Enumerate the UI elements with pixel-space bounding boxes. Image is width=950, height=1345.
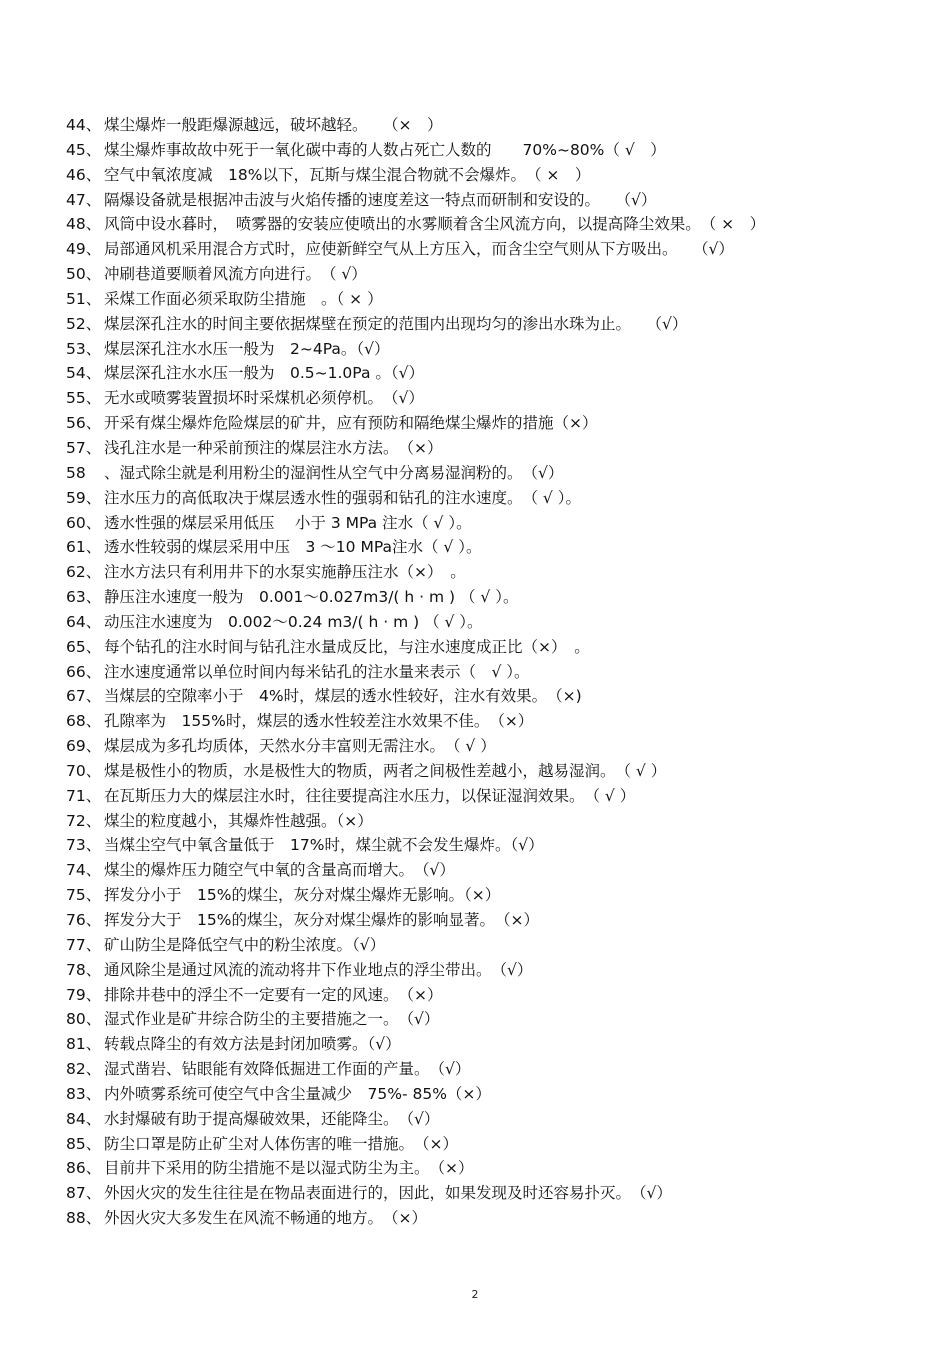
question-text: 煤层深孔注水的时间主要依据煤壁在预定的范围内出现均匀的渗出水珠为止。 （√） bbox=[104, 314, 688, 333]
question-text: 透水性较弱的煤层采用中压 3 ～10 MPa注水（ √ ）。 bbox=[104, 538, 482, 557]
question-number: 60、 bbox=[66, 513, 102, 532]
question-item bbox=[66, 486, 926, 511]
question-text: 湿式凿岩、钻眼能有效降低掘进工作面的产量。 （√） bbox=[104, 1060, 471, 1079]
question-item bbox=[66, 759, 926, 784]
question-item bbox=[66, 734, 926, 759]
question-text: 内外喷雾系统可使空气中含尘量减少 75%- 85%（×） bbox=[104, 1084, 491, 1103]
question-number: 83、 bbox=[66, 1084, 102, 1103]
question-text: 矿山防尘是降低空气中的粉尘浓度。（√） bbox=[104, 935, 386, 954]
question-number: 74、 bbox=[66, 861, 102, 880]
question-text: 转载点降尘的有效方法是封闭加喷雾。（√） bbox=[104, 1035, 401, 1054]
question-text: 注水速度通常以单位时间内每米钻孔的注水量来表示（ √ ）。 bbox=[104, 662, 530, 681]
question-item bbox=[66, 610, 926, 635]
question-item bbox=[66, 1057, 926, 1082]
question-text: 采煤工作面必须采取防尘措施 。（ × ） bbox=[104, 289, 383, 308]
question-number: 84、 bbox=[66, 1109, 102, 1128]
question-text: 当煤尘空气中氧含量低于 17%时，煤尘就不会发生爆炸。（√） bbox=[104, 836, 544, 855]
question-number: 70、 bbox=[66, 761, 102, 780]
question-item bbox=[66, 1132, 926, 1157]
question-number: 53、 bbox=[66, 339, 102, 358]
question-number: 45、 bbox=[66, 140, 102, 159]
question-number: 82、 bbox=[66, 1060, 102, 1079]
question-item bbox=[66, 436, 926, 461]
question-number: 46、 bbox=[66, 165, 102, 184]
question-item bbox=[66, 113, 926, 138]
question-text: 、湿式除尘就是利用粉尘的湿润性从空气中分离易湿润粉的。 （√） bbox=[104, 463, 564, 482]
question-item bbox=[66, 188, 926, 213]
question-text: 浅孔注水是一种采前预注的煤层注水方法。 （×） bbox=[104, 438, 443, 457]
question-number: 54、 bbox=[66, 364, 102, 383]
question-text: 煤尘爆炸一般距爆源越远，破坏越轻。 （× ） bbox=[104, 116, 443, 134]
question-number: 71、 bbox=[66, 786, 102, 805]
question-item bbox=[66, 635, 926, 660]
question-item bbox=[66, 833, 926, 858]
question-item bbox=[66, 933, 926, 958]
page-number: 2 bbox=[471, 1288, 479, 1301]
question-number: 57、 bbox=[66, 438, 102, 457]
question-item bbox=[66, 684, 926, 709]
question-number: 59、 bbox=[66, 488, 102, 507]
question-item bbox=[66, 784, 926, 809]
question-text: 空气中氧浓度减 18%以下，瓦斯与煤尘混合物就不会爆炸。 （ × ） bbox=[104, 165, 591, 184]
question-item bbox=[66, 212, 926, 237]
question-number: 55、 bbox=[66, 389, 102, 408]
question-text: 煤尘的爆炸压力随空气中氧的含量高而增大。 （√） bbox=[104, 861, 455, 880]
question-item bbox=[66, 958, 926, 983]
question-text: 注水方法只有利用井下的水泵实施静压注水（×） 。 bbox=[104, 563, 466, 582]
question-text: 在瓦斯压力大的煤层注水时，往往要提高注水压力，以保证湿润效果。 （ √ ） bbox=[104, 786, 636, 805]
question-text: 开采有煤尘爆炸危险煤层的矿井，应有预防和隔绝煤尘爆炸的措施（×） bbox=[104, 414, 598, 433]
question-number: 75、 bbox=[66, 886, 102, 905]
question-number: 77、 bbox=[66, 935, 102, 954]
question-number: 64、 bbox=[66, 612, 102, 631]
question-text: 煤层深孔注水水压一般为 2~4Pa。（√） bbox=[104, 339, 390, 358]
question-text: 风筒中设水暮时， 喷雾器的安装应使喷出的水雾顺着含尘风流方向，以提高降尘效果。 （ × ） bbox=[104, 215, 766, 234]
question-item bbox=[66, 560, 926, 585]
question-number: 49、 bbox=[66, 240, 102, 259]
question-item bbox=[66, 1156, 926, 1181]
question-text: 孔隙率为 155%时，煤层的透水性较差注水效果不佳。 （×） bbox=[104, 712, 534, 731]
question-text: 防尘口罩是防止矿尘对人体伤害的唯一措施。 （×） bbox=[104, 1134, 458, 1153]
question-text: 排除井巷中的浮尘不一定要有一定的风速。 （×） bbox=[104, 985, 443, 1004]
question-text: 当煤层的空隙率小于 4%时，煤层的透水性较好，注水有效果。 （×) bbox=[104, 687, 582, 706]
question-number: 58 bbox=[66, 463, 86, 482]
question-text: 每个钻孔的注水时间与钻孔注水量成反比，与注水速度成正比（×） 。 bbox=[104, 637, 590, 656]
question-number: 62、 bbox=[66, 563, 102, 582]
question-item bbox=[66, 883, 926, 908]
question-number: 65、 bbox=[66, 637, 102, 656]
question-number: 86、 bbox=[66, 1159, 102, 1178]
question-number: 47、 bbox=[66, 190, 102, 209]
question-item bbox=[66, 163, 926, 188]
question-item bbox=[66, 709, 926, 734]
question-item bbox=[66, 585, 926, 610]
question-number: 48、 bbox=[66, 215, 102, 234]
question-text: 水封爆破有助于提高爆破效果，还能降尘。 （√） bbox=[104, 1109, 440, 1128]
question-text: 煤尘爆炸事故故中死于一氧化碳中毒的人数占死亡人数的 70%~80%（ √ ） bbox=[104, 140, 666, 159]
question-item bbox=[66, 262, 926, 287]
question-text: 冲刷巷道要顺着风流方向进行。 （ √） bbox=[104, 265, 367, 284]
question-text: 无水或喷雾装置损坏时采煤机必须停机。 （√） bbox=[104, 389, 424, 408]
question-item bbox=[66, 361, 926, 386]
question-item bbox=[66, 1082, 926, 1107]
question-text: 隔爆设备就是根据冲击波与火焰传播的速度差这一特点而研制和安设的。 （√） bbox=[104, 190, 657, 209]
question-number: 88、 bbox=[66, 1209, 102, 1228]
question-item bbox=[66, 337, 926, 362]
question-number: 81、 bbox=[66, 1035, 102, 1054]
question-item bbox=[66, 237, 926, 262]
question-number: 85、 bbox=[66, 1134, 102, 1153]
question-item bbox=[66, 535, 926, 560]
question-text: 挥发分大于 15%的煤尘，灰分对煤尘爆炸的影响显著。 （×） bbox=[104, 911, 539, 929]
question-number: 69、 bbox=[66, 737, 102, 756]
question-item bbox=[66, 858, 926, 883]
question-number: 80、 bbox=[66, 1010, 102, 1029]
question-number: 52、 bbox=[66, 314, 102, 333]
question-text: 外因火灾大多发生在风流不畅通的地方。 （×） bbox=[104, 1209, 427, 1228]
question-number: 87、 bbox=[66, 1184, 102, 1203]
question-number: 67、 bbox=[66, 687, 102, 706]
question-text: 局部通风机采用混合方式时，应使新鲜空气从上方压入，而含尘空气则从下方吸出。 （√） bbox=[104, 240, 734, 259]
question-text: 动压注水速度为 0.002～0.24 m3/( h · m ) （ √ ）。 bbox=[104, 612, 483, 631]
question-text: 注水压力的高低取决于煤层透水性的强弱和钻孔的注水速度。 （ √ ）。 bbox=[104, 488, 581, 507]
question-text: 煤尘的粒度越小，其爆炸性越强。（×） bbox=[104, 811, 373, 830]
question-item bbox=[66, 411, 926, 436]
question-number: 63、 bbox=[66, 588, 102, 607]
question-text: 目前井下采用的防尘措施不是以湿式防尘为主。 （×） bbox=[104, 1159, 474, 1178]
question-number: 68、 bbox=[66, 712, 102, 731]
question-list bbox=[66, 113, 926, 1231]
question-text: 煤是极性小的物质，水是极性大的物质，两者之间极性差越小，越易湿润。 （ √ ） bbox=[104, 761, 667, 780]
question-number: 66、 bbox=[66, 662, 102, 681]
question-text: 透水性强的煤层采用低压 小于 3 MPa 注水（ √ ）。 bbox=[104, 513, 472, 532]
question-item bbox=[66, 1206, 926, 1231]
question-item bbox=[66, 1181, 926, 1206]
question-item bbox=[66, 312, 926, 337]
question-number: 73、 bbox=[66, 836, 102, 855]
question-text: 湿式作业是矿井综合防尘的主要措施之一。 （√） bbox=[104, 1010, 440, 1029]
question-number: 76、 bbox=[66, 911, 102, 929]
question-number: 61、 bbox=[66, 538, 102, 557]
question-number: 44、 bbox=[66, 116, 102, 134]
question-number: 72、 bbox=[66, 811, 102, 830]
question-text: 静压注水速度一般为 0.001～0.027m3/( h · m ) （ √ ）。 bbox=[104, 588, 519, 607]
question-number: 51、 bbox=[66, 289, 102, 308]
question-item bbox=[66, 1007, 926, 1032]
question-text: 挥发分小于 15%的煤尘，灰分对煤尘爆炸无影响。（×） bbox=[104, 886, 501, 905]
question-item bbox=[66, 908, 926, 933]
question-number: 78、 bbox=[66, 960, 102, 979]
question-item bbox=[66, 461, 926, 486]
question-number: 50、 bbox=[66, 265, 102, 284]
question-text: 煤层成为多孔均质体，天然水分丰富则无需注水。 （ √ ） bbox=[104, 737, 496, 756]
question-item bbox=[66, 809, 926, 834]
question-number: 79、 bbox=[66, 985, 102, 1004]
question-item bbox=[66, 660, 926, 685]
question-item bbox=[66, 1032, 926, 1057]
question-item bbox=[66, 287, 926, 312]
question-text: 通风除尘是通过风流的流动将井下作业地点的浮尘带出。 （√） bbox=[104, 960, 533, 979]
question-item bbox=[66, 983, 926, 1008]
question-text: 外因火灾的发生往往是在物品表面进行的，因此，如果发现及时还容易扑灭。 （√） bbox=[104, 1184, 672, 1203]
question-text: 煤层深孔注水水压一般为 0.5~1.0Pa 。（√） bbox=[104, 364, 424, 383]
question-item bbox=[66, 1107, 926, 1132]
question-item bbox=[66, 138, 926, 163]
question-item bbox=[66, 386, 926, 411]
question-number: 56、 bbox=[66, 414, 102, 433]
question-item bbox=[66, 511, 926, 536]
